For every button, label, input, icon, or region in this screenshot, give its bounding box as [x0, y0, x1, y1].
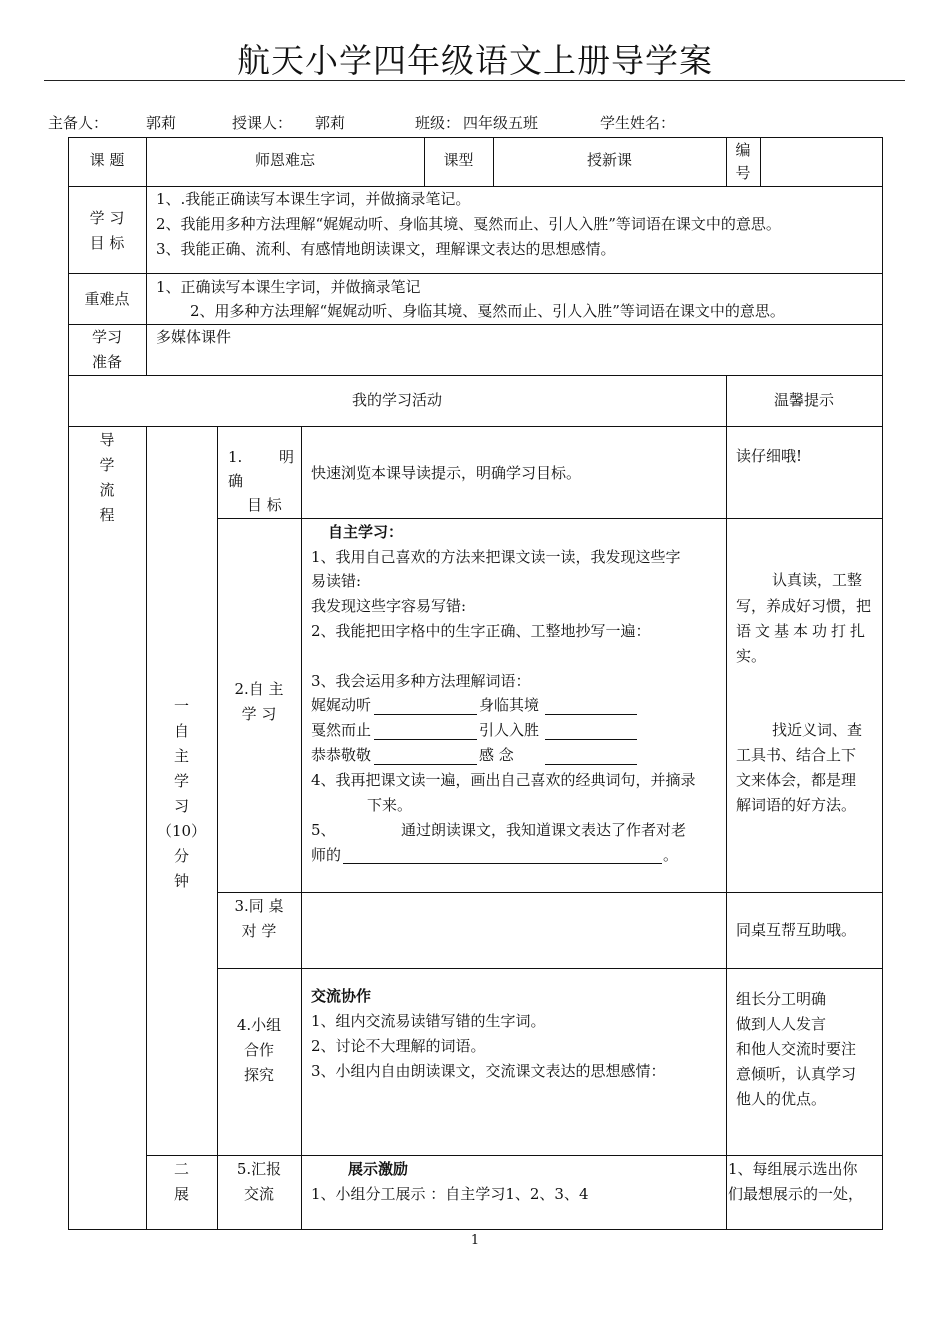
step2-tip-4: 实。: [736, 647, 767, 665]
step2-line1: 1、我用自己喜欢的方法来把课文读一读，我发现这些字: [311, 548, 681, 566]
step4-item-3: 3、小组内自由朗读课文，交流课文表达的思想感情：: [311, 1062, 666, 1080]
activities-header: 我的学习活动: [351, 391, 442, 409]
prep-value: 多媒体课件: [156, 328, 232, 346]
number-label-top: 编: [735, 141, 751, 159]
step2-line6a: 5、: [311, 821, 336, 839]
step4-label-1: 4.小组: [236, 1016, 282, 1034]
step2-tip-5: 找近义词、查: [772, 721, 863, 739]
step2-line6d: 。: [663, 846, 679, 864]
step2-line2: 我发现这些字容易写错:: [311, 597, 467, 615]
tips-header: 温馨提示: [773, 391, 834, 409]
step2-tip-6: 工具书、结合上下: [736, 746, 857, 764]
teacher-label: 授课人：: [232, 114, 293, 132]
step4-tip-4: 意倾听，认真学习: [736, 1065, 857, 1083]
step4-label-3: 探究: [243, 1066, 274, 1084]
student-name-label: 学生姓名：: [600, 114, 676, 132]
step2-tip-2: 写，养成好习惯，把: [736, 597, 872, 615]
step1-content: 快速浏览本课导读提示，明确学习目标。: [311, 464, 582, 482]
prep-label-1: 学习: [91, 328, 122, 346]
step5-label-1: 5.汇报: [236, 1160, 282, 1178]
step2-label-1: 2.自 主: [234, 680, 284, 698]
step3-label-1: 3.同 桌: [234, 897, 284, 915]
lesson-type-label: 课型: [443, 151, 474, 169]
goal-item-1: 1、.我能正确读写本课生字词，并做摘录笔记。: [156, 190, 471, 208]
feeling-blank: [343, 846, 662, 864]
topic-label: 课 题: [89, 151, 125, 169]
step1-label-d: 目 标: [247, 496, 282, 514]
key-point-2: 2、用多种方法理解“娓娓动听、身临其境、戛然而止、引人入胜”等词语在课文中的意思。: [190, 302, 785, 320]
goal-item-3: 3、我能正确、流利、有感情地朗读课文，理解课文表达的思想感情。: [156, 240, 616, 258]
step4-tip-5: 他人的优点。: [736, 1090, 827, 1108]
step5-label-2: 交流: [243, 1185, 274, 1203]
step2-line6b: 通过朗读课文，我知道课文表达了作者对老: [401, 821, 687, 839]
step4-tip-3: 和他人交流时要注: [736, 1040, 857, 1058]
preparer-name: 郭莉: [146, 114, 177, 132]
page-number: 1: [470, 1233, 480, 1248]
step4-item-2: 2、讨论不大理解的词语。: [311, 1037, 486, 1055]
goals-label-1: 学 习: [89, 209, 125, 227]
step1-label-a: 1.: [228, 448, 243, 466]
goals-label-2: 目 标: [89, 234, 125, 252]
step2-line3: 2、我能把田字格中的生字正确、工整地抄写一遍：: [311, 622, 651, 640]
step2-line6c: 师的: [311, 846, 342, 864]
step4-tip-2: 做到人人发言: [736, 1015, 827, 1033]
step5-line1: 1、小组分工展示 ：自主学习1、2、3、4: [311, 1185, 589, 1203]
step1-label-b: 明: [279, 448, 295, 466]
step2-heading: 自主学习：: [328, 523, 404, 541]
step4-label-2: 合作: [243, 1041, 274, 1059]
document-title: 航天小学四年级语文上册导学案: [237, 41, 713, 80]
teacher-name: 郭莉: [315, 114, 346, 132]
step2-tip-1: 认真读，工整: [772, 571, 863, 589]
step1-tip: 读仔细哦!: [736, 447, 803, 465]
step4-heading: 交流协作: [311, 987, 372, 1005]
key-points-label: 重难点: [84, 290, 130, 308]
step2-line5: 4、我再把课文读一遍，画出自己喜欢的经典词句，并摘录: [311, 771, 696, 789]
step2-tip-8: 解词语的好方法。: [736, 796, 857, 814]
step5-tip-1: 1、每组展示选出你: [728, 1160, 858, 1178]
class-label: 班级：: [415, 114, 461, 132]
step2-line5b: 下来。: [367, 796, 413, 814]
step5-tip-2: 们最想展示的一处，: [728, 1185, 864, 1203]
step5-heading: 展示激励: [348, 1160, 409, 1178]
step4-item-1: 1、组内交流易读错写错的生字词。: [311, 1012, 546, 1030]
step1-label-c: 确: [228, 472, 244, 490]
lesson-type-value: 授新课: [586, 151, 632, 169]
preparer-label: 主备人：: [48, 114, 109, 132]
goal-item-2: 2、我能用多种方法理解“娓娓动听、身临其境、戛然而止、引人入胜”等词语在课文中的意思。: [156, 215, 781, 233]
step2-tip-3: 语文基本功打扎: [736, 622, 870, 640]
number-label-bottom: 号: [735, 164, 751, 182]
title-underline: [44, 80, 905, 81]
step2-label-2: 学 习: [241, 705, 277, 723]
key-point-1: 1、正确读写本课生字词，并做摘录笔记: [156, 278, 421, 296]
class-value: 四年级五班: [463, 114, 539, 132]
step2-line1b: 易读错:: [311, 572, 362, 590]
step3-tip: 同桌互帮互助哦。: [736, 921, 857, 939]
step4-tip-1: 组长分工明确: [736, 990, 827, 1008]
step2-tip-7: 文来体会，都是理: [736, 771, 857, 789]
prep-label-2: 准备: [91, 353, 122, 371]
step2-line4: 3、我会运用多种方法理解词语：: [311, 672, 531, 690]
step3-label-2: 对 学: [241, 922, 277, 940]
topic-value: 师恩难忘: [254, 151, 315, 169]
